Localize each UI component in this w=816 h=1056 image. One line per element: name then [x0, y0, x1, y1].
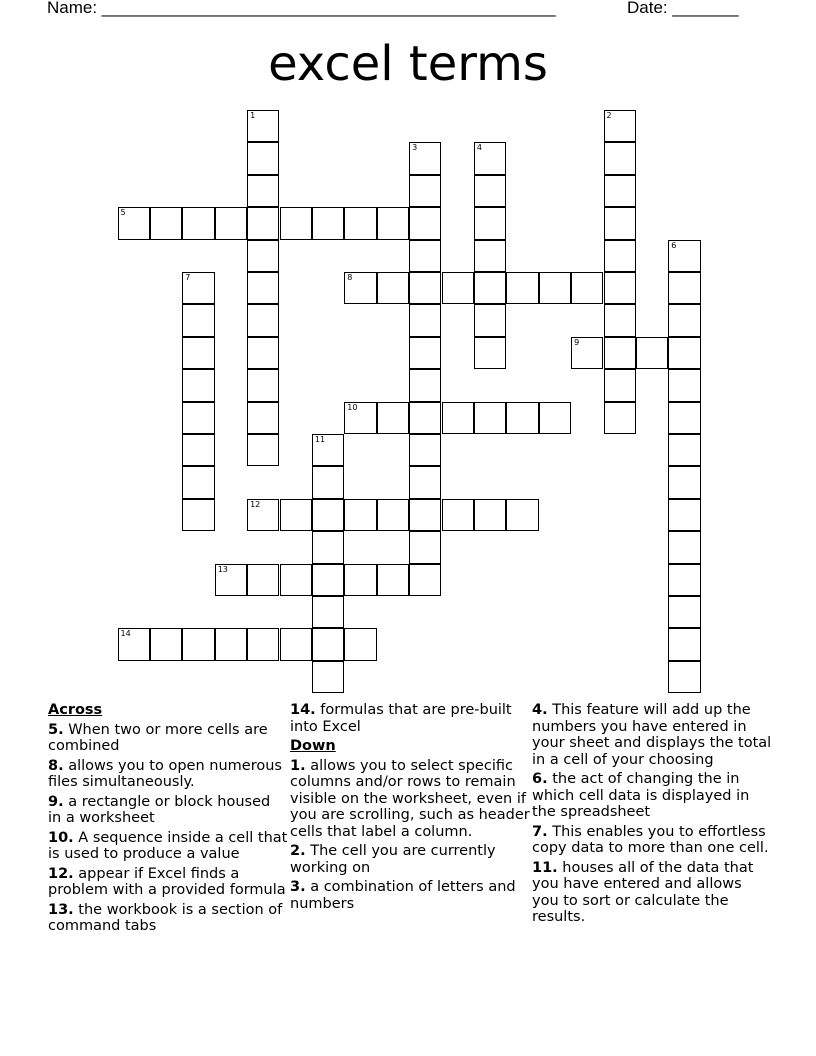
clue-across-14	[290, 702, 530, 735]
crossword-cell[interactable]	[247, 175, 279, 207]
crossword-cell[interactable]	[280, 207, 312, 239]
crossword-cell[interactable]	[604, 240, 636, 272]
crossword-cell[interactable]	[506, 402, 538, 434]
crossword-cell[interactable]	[312, 564, 344, 596]
crossword-cell[interactable]	[182, 434, 214, 466]
clue-number: 2.	[290, 843, 306, 859]
crossword-cell[interactable]	[668, 661, 700, 693]
crossword-cell[interactable]	[182, 628, 214, 660]
clue-number: 7.	[532, 823, 548, 840]
crossword-cell[interactable]	[668, 564, 700, 596]
crossword-cell[interactable]	[247, 499, 279, 531]
crossword-cell[interactable]	[150, 628, 182, 660]
crossword-cell[interactable]	[182, 304, 214, 336]
clue-down-1	[290, 758, 530, 841]
crossword-cell[interactable]	[344, 402, 376, 434]
crossword-cell[interactable]	[247, 142, 279, 174]
crossword-cell[interactable]	[668, 240, 700, 272]
crossword-cell[interactable]	[344, 628, 376, 660]
crossword-cell[interactable]	[506, 272, 538, 304]
crossword-cell[interactable]	[247, 272, 279, 304]
crossword-cell[interactable]	[668, 402, 700, 434]
clue-number-label: 2	[606, 111, 612, 120]
clue-number: 5.	[48, 721, 64, 738]
clue-number-label: 11	[314, 435, 326, 444]
crossword-cell[interactable]	[312, 628, 344, 660]
crossword-cell[interactable]	[474, 207, 506, 239]
crossword-cell[interactable]	[668, 499, 700, 531]
clue-text: The cell you are currently working on	[290, 843, 496, 876]
crossword-cell[interactable]	[215, 628, 247, 660]
crossword-cell[interactable]	[377, 564, 409, 596]
crossword-cell[interactable]	[409, 402, 441, 434]
crossword-cell[interactable]	[409, 499, 441, 531]
crossword-cell[interactable]	[409, 272, 441, 304]
crossword-cell[interactable]	[118, 207, 150, 239]
clue-number-label: 14	[120, 629, 131, 639]
crossword-cell[interactable]	[474, 175, 506, 207]
crossword-cell[interactable]	[344, 564, 376, 596]
crossword-cell[interactable]	[442, 499, 474, 531]
crossword-cell[interactable]	[668, 337, 700, 369]
clue-column-1	[48, 702, 288, 938]
crossword-cell[interactable]	[506, 499, 538, 531]
clue-across-8	[48, 758, 288, 791]
crossword-cell[interactable]	[604, 402, 636, 434]
clue-text: appear if Excel finds a problem with a provided formula	[48, 865, 286, 898]
crossword-cell[interactable]	[247, 402, 279, 434]
crossword-cell[interactable]	[442, 272, 474, 304]
crossword-cell[interactable]	[312, 434, 344, 466]
crossword-cell[interactable]	[280, 499, 312, 531]
crossword-cell[interactable]	[604, 337, 636, 369]
crossword-cell[interactable]	[668, 272, 700, 304]
clue-text: formulas that are pre-built into Excel	[290, 702, 512, 735]
crossword-cell[interactable]	[247, 304, 279, 336]
crossword-cell[interactable]	[604, 304, 636, 336]
across-heading: Across	[48, 702, 103, 718]
crossword-cell[interactable]	[247, 207, 279, 239]
clue-number-label: 1	[250, 111, 256, 120]
clue-number-label: 5	[120, 208, 126, 218]
clue-number-label: 6	[671, 240, 677, 250]
clue-down-7	[532, 824, 772, 857]
clue-down-11	[532, 860, 772, 926]
crossword-cell[interactable]	[604, 207, 636, 239]
crossword-cell[interactable]	[409, 564, 441, 596]
crossword-cell[interactable]	[312, 466, 344, 498]
crossword-cell[interactable]	[604, 272, 636, 304]
crossword-cell[interactable]	[409, 304, 441, 336]
clue-text: This enables you to effortless copy data to more than one cell.	[532, 823, 769, 856]
clue-text: houses all of the data that you have entered and allows you to sort or calculate the results.	[532, 859, 754, 925]
clue-number-label: 12	[250, 499, 261, 509]
crossword-cell[interactable]	[247, 628, 279, 660]
clue-number-label: 8	[347, 273, 353, 282]
crossword-cell[interactable]	[344, 499, 376, 531]
crossword-cell[interactable]	[474, 240, 506, 272]
crossword-cell[interactable]	[604, 369, 636, 401]
clue-across-9	[48, 794, 288, 827]
date-field[interactable]: Date: _______	[627, 0, 739, 17]
crossword-cell[interactable]	[604, 142, 636, 174]
clue-text: allows you to open numerous files simultaneously.	[48, 757, 282, 790]
crossword-cell[interactable]	[215, 564, 247, 596]
crossword-cell[interactable]	[182, 272, 214, 304]
crossword-cell[interactable]	[409, 175, 441, 207]
crossword-cell[interactable]	[344, 272, 376, 304]
crossword-cell[interactable]	[474, 337, 506, 369]
crossword-cell[interactable]	[247, 434, 279, 466]
clue-number: 14.	[290, 702, 316, 718]
crossword-cell[interactable]	[182, 499, 214, 531]
page-title: excel terms	[268, 36, 548, 92]
crossword-cell[interactable]	[668, 531, 700, 563]
crossword-cell[interactable]	[409, 369, 441, 401]
crossword-cell[interactable]	[280, 564, 312, 596]
clue-column-3	[532, 702, 772, 929]
crossword-cell[interactable]	[312, 596, 344, 628]
clue-down-6	[532, 771, 772, 821]
clue-across-13	[48, 902, 288, 935]
clue-down-3	[290, 879, 530, 912]
crossword-cell[interactable]	[247, 337, 279, 369]
crossword-cell[interactable]	[668, 596, 700, 628]
clue-number: 11.	[532, 859, 558, 876]
crossword-cell[interactable]	[571, 272, 603, 304]
crossword-cell[interactable]	[571, 337, 603, 369]
down-heading: Down	[290, 738, 336, 754]
crossword-cell[interactable]	[312, 661, 344, 693]
crossword-cell[interactable]	[604, 110, 636, 142]
crossword-cell[interactable]	[668, 466, 700, 498]
clue-number: 12.	[48, 865, 74, 882]
clue-across-12	[48, 866, 288, 899]
name-field[interactable]: Name: ________________________________________________	[47, 0, 556, 17]
crossword-cell[interactable]	[474, 499, 506, 531]
crossword-cell[interactable]	[312, 499, 344, 531]
crossword-cell[interactable]	[312, 531, 344, 563]
crossword-cell[interactable]	[668, 304, 700, 336]
crossword-cell[interactable]	[409, 337, 441, 369]
clue-column-2	[290, 702, 530, 915]
crossword-cell[interactable]	[150, 207, 182, 239]
crossword-cell[interactable]	[442, 402, 474, 434]
crossword-cell[interactable]	[247, 110, 279, 142]
crossword-cell[interactable]	[377, 402, 409, 434]
crossword-cell[interactable]	[182, 207, 214, 239]
crossword-cell[interactable]	[474, 272, 506, 304]
crossword-cell[interactable]	[474, 402, 506, 434]
crossword-cell[interactable]	[247, 369, 279, 401]
clue-number: 1.	[290, 757, 306, 774]
clue-text: a rectangle or block housed in a worksheet	[48, 793, 271, 826]
clue-number-label: 10	[347, 402, 358, 412]
clue-number: 4.	[532, 702, 548, 718]
crossword-cell[interactable]	[668, 628, 700, 660]
clue-text: the workbook is a section of command tabs	[48, 901, 283, 934]
clue-text: A sequence inside a cell that is used to produce a value	[48, 829, 288, 862]
crossword-cell[interactable]	[247, 240, 279, 272]
crossword-cell[interactable]	[182, 369, 214, 401]
crossword-cell[interactable]	[409, 434, 441, 466]
crossword-cell[interactable]	[409, 531, 441, 563]
crossword-cell[interactable]	[182, 402, 214, 434]
crossword-cell[interactable]	[604, 175, 636, 207]
crossword-cell[interactable]	[118, 628, 150, 660]
clue-number-label: 13	[217, 564, 228, 574]
crossword-cell[interactable]	[409, 142, 441, 174]
clue-number: 6.	[532, 771, 548, 787]
clue-number-label: 9	[574, 337, 580, 347]
crossword-cell[interactable]	[409, 207, 441, 239]
crossword-cell[interactable]	[312, 207, 344, 239]
crossword-cell[interactable]	[182, 466, 214, 498]
crossword-cell[interactable]	[182, 337, 214, 369]
crossword-cell[interactable]	[636, 337, 668, 369]
crossword-cell[interactable]	[409, 240, 441, 272]
crossword-cell[interactable]	[280, 628, 312, 660]
crossword-cell[interactable]	[377, 207, 409, 239]
clue-number: 10.	[48, 829, 74, 846]
clue-text: allows you to select specific columns and/or rows to remain visible on the worksheet, even if you are scrolling, such as header cells that label a column.	[290, 757, 530, 840]
crossword-cell[interactable]	[474, 304, 506, 336]
clue-across-5	[48, 722, 288, 755]
clue-number: 8.	[48, 757, 64, 774]
crossword-cell[interactable]	[377, 272, 409, 304]
crossword-cell[interactable]	[377, 499, 409, 531]
crossword-cell[interactable]	[247, 564, 279, 596]
clue-number-label: 4	[476, 143, 482, 153]
clue-text: the act of changing the in which cell data is displayed in the spreadsheet	[532, 771, 750, 820]
crossword-cell[interactable]	[215, 207, 247, 239]
clue-number: 13.	[48, 901, 74, 918]
clue-number: 9.	[48, 793, 64, 810]
crossword-cell[interactable]	[539, 272, 571, 304]
crossword-cell[interactable]	[539, 402, 571, 434]
clue-text: a combination of letters and numbers	[290, 879, 516, 912]
crossword-cell[interactable]	[668, 369, 700, 401]
clue-down-2	[290, 843, 530, 876]
crossword-cell[interactable]	[344, 207, 376, 239]
clue-number-label: 3	[412, 143, 418, 153]
clue-text: When two or more cells are combined	[48, 721, 268, 754]
clue-number: 3.	[290, 879, 306, 895]
crossword-cell[interactable]	[668, 434, 700, 466]
clue-across-10	[48, 830, 288, 863]
clue-down-4	[532, 702, 772, 768]
clue-number-label: 7	[185, 273, 191, 282]
crossword-cell[interactable]	[409, 466, 441, 498]
clue-text: This feature will add up the numbers you have entered in your sheet and displays the total in a cell of your choosing	[532, 702, 772, 768]
crossword-cell[interactable]	[474, 142, 506, 174]
